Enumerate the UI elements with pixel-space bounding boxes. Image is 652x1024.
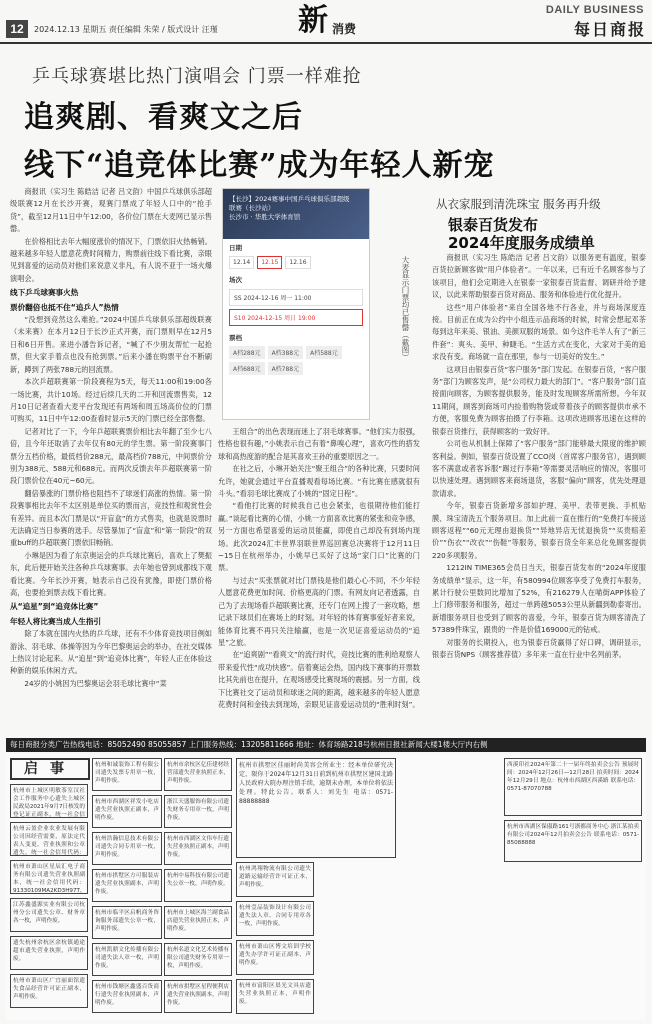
- date-option[interactable]: 12.14: [229, 256, 254, 269]
- tier-option[interactable]: A档588元: [306, 346, 342, 359]
- classified-notice: 江苏鑫盛源实业有限公司杭州分公司遗失公章、财务章各一枚，声明作废。: [10, 898, 88, 932]
- classified-notice: 杭州市西湖区祥发小吃店遗失营业执照正副本，声明作废。: [92, 795, 162, 828]
- classified-notice: 遗失杭州余杭区余杭镇通途超市遗失营业执照，声明作废。: [10, 936, 88, 970]
- paragraph: 在价格相比去年大幅度涨价的情况下，门票依旧火热畅销。越来越多年轻人愿意花费时间精力，购票前往线下看比赛，亲眼见到喜爱的运动员对他们来说意义非凡，有人说不亚于一场火爆演唱会。: [10, 236, 212, 283]
- main-headline-line1: 追爽剧、看爽文之后: [24, 100, 303, 135]
- paragraph: 本次乒超联赛第一阶段赛程为5天，每天11:00和19:00各一场比赛，共计10场。经过后续几天的二开和回流票售卖，12月10日记者查看大麦平台发现还有两场和周五场高价位的门票可购买，11日中午12:00查看时显示5天的门票已经全部售罄。: [10, 377, 212, 424]
- classified-notice: 杭州市萧山区博文培训学校遗失办学许可证正副本，声明作废。: [236, 940, 314, 975]
- paragraph: “看他打比赛的时候我自己也会紧张，也很期待他们能打赢。”谈起看比赛的心情，小姚一方面喜欢比赛的紧张和竞争感，另一方面也希望喜爱的运动员能赢，即使自己却没有到场内现场。此次2024汇丰世界羽联世界巡回赛总决赛将于12月11日~15日在杭州举办，小姚早已买好了这场“家门口”比赛的门票。: [218, 501, 420, 573]
- classifieds-area: [6, 754, 646, 1020]
- right-headline-line2: 2024年度服务成绩单: [448, 234, 595, 252]
- notice-section-title: 启事: [10, 758, 90, 780]
- paragraph: 1212IN TIME365会员日当天，银泰百货发布的“2024年度服务成绩单”显示，这一年，有580994位顾客享受了免费打车服务，累计行驶公里数同比增加了52%，有216279人在喵街APP体验了上门修带服务和服务，超过一单跨越5053公里从新疆到勒泰寄出。新增服务项目也受到了顾客的喜爱，今年，银泰百货为顾客清洗了57389件珠宝，跟贵的一件是价值169000元的钻戒。: [432, 563, 646, 635]
- right-headline-line1: 银泰百货发布: [448, 216, 539, 234]
- banner-title-2: 联赛（长沙站）: [229, 204, 275, 212]
- classified-notice: 杭州市临平区启帆商务咨询服务部遗失公章一枚，声明作废。: [92, 906, 162, 939]
- paragraph: 公司也从机制上保障了“客户服务”部门能够最大限度的维护顾客利益。例如，银泰百货设置了CCO岗（首席客户服务官），遇到顾客不满意或者客诉服“踢过行李箱”等需要灵活响应的情况，客服可以快速处理。遇到顾客来商场退货，客服“偏向”顾客，优先处理退款请求。: [432, 439, 646, 498]
- ticket-app-screenshot: [222, 188, 370, 420]
- session-option[interactable]: SS 2024-12-16 周一 11:00: [229, 289, 363, 306]
- paragraph: 商报讯（实习生 陈皓洁 记者 吕文韵）以服务更有温度，银泰百货拉新顾客做“用户体验者”。一年以来，已有近千名顾客参与了该项目，他们会定期进入在银泰一家银泰百货监督、调研并给予建议，以此来帮助银泰百货对商品、服务和体验进行优化提升。: [432, 253, 646, 300]
- tier-option[interactable]: A档288元: [229, 346, 265, 359]
- classified-notice: 杭州浩瀚信息技术有限公司遗失合同专用章一枚，声明作废。: [92, 832, 162, 865]
- classified-notice: 杭州市余杭区亿佳建材经营部遗失营业执照正本，声明作废。: [164, 758, 232, 791]
- classified-notice: 杭州和诚装饰工程有限公司遗失发票专用章一枚，声明作废。: [92, 758, 162, 791]
- paragraph: 翻倍暴涨的门票价格也阻挡不了球迷们高涨的热情。第一阶段赛事相比去年不太区别是单位买的票而言，竞技性和观赏性会有差异。而且本次门票是以“开盲盒”的方式售卖，也就是说票时无法确定当日参赛的选手。尽管暴加了“盲盒”和“第一阶段”的双重buff的乒超联赛门票依旧畅销。: [10, 488, 212, 548]
- paragraph: 今年，银泰百货新增多部如护理、美甲、表带更换、手机贴膜、珠宝清洗五个服务项目。加上此前一直在推行的“免费打车接送顾客返程”“60元无理由退换货”“异地异店无忧退换货”“买贵赔差价”“伤衣”“改衣”“伤鞋”等服务，银泰百货全年来总化免顾客提供220多项服务。: [432, 501, 646, 560]
- paragraph: “没想到竞然这么难抢。”2024中国乒乓球俱乐部超级联赛（未来赛）在本月12日于长沙正式开赛，而门票则早在12月5日和6日开售。来进小潘告诉记者，“喊了不少朋友帮忙一起抢票，但大家手着点也没有抢到票。”后来小潘在购票平台不断刷新，蹲到了两张788元的回流票。: [10, 315, 212, 374]
- notice-right-auction-2: 杭州市西湖区保俶路161号浙都商务中心 浙江某拍卖有限公司2024年12月拍卖会公告 联系电话：0571-85088888: [504, 820, 642, 862]
- paragraph: 在社之后，小琳开始关注“聚王组合”的各种比赛，只要时间允许，她就会通过平台直播观看每场比赛。“有比赛在感就很有斗头。”看羽毛球比赛成了小姚的“固定日程”。: [218, 464, 420, 499]
- notice-right-auction: 西溪印社2024年第二十一届年终拍卖会公告 预展时间：2024年12月26日—12月28日 拍卖时间：2024年12月29日 地点：杭州市西湖区西溪路 联系电话：0571-87070788: [504, 758, 642, 816]
- classified-notice: 杭州市上城区明敏茶室汉社会工作服务中心遗失上城区民政局2021年9月7日核发的登记证正副本，统一社会信: [10, 784, 88, 818]
- paragraph: 除了本就在国内火热的乒乓球，还有不少体育竞技项目例如游泳、羽毛球、体操等因为今年巴黎奥运会的举办，在社交媒体上热议讨论起来。从“追星”到“追竞体比赛”，年轻人正在体验这种新的娱乐休闲方式。: [10, 629, 212, 676]
- paper-name-en: DAILY BUSINESS: [545, 4, 644, 16]
- date-label: 日期: [229, 244, 242, 252]
- classified-notice: 杭州市钱塘区鑫盛百货商行遗失营业执照副本，声明作废。: [92, 980, 162, 1013]
- tier-option[interactable]: A档788元: [268, 362, 304, 375]
- page-number: 12: [6, 20, 28, 38]
- date-option-selected[interactable]: 12.15: [257, 256, 282, 269]
- subheading: 票价翻倍也抵不住“追乒人”热情: [10, 302, 119, 312]
- classified-notice: 杭州市西湖区文伟车行遗失营业执照正副本，声明作废。: [164, 832, 232, 865]
- section-logo: 新: [298, 3, 328, 38]
- paragraph: 这项目由银泰百货“客户服务”部门发起。在银泰百货，“客户服务”部门为顾客发声，是“公司权力最大的部门”。“客户服务”部门直接面向顾客，为顾客提供服务，能及时发现顾客所需所想。今年双11期间，顾客到商场可内捡着购物袋或带着孩子的顾客提供市承不方便，客服免费为顾客拍摄了行李箱。这项改进顾客迅速在这样的银泰百货推行，获得顾客的一致好评。: [432, 364, 646, 436]
- paragraph: 与过去“买张票就对比门票钱是他们最心心不同，不少年轻人愿意花费更加时间、价格更高的门票。有网友向记者透露，自己为了去现场看乒超联赛比赛，还专门在网上搜了一套攻略，想记录下球员们在赛场上的时刻。对年轻的体育赛事爱好者来说，能体育比赛不再只关注输赢，也是一次见证喜爱运动员的“追星”之旅。: [218, 575, 420, 647]
- paragraph: 这些“用户体验者”来自全国各地不行各业，并与商场深度连接。目前正在成为公约中小组连示品商场的时候，时常会想起邓茶每到这年来美、银油、美颜双服的场景。如今这件毛羊人有了“新三件套”：爽头、美甲、种睫毛。“生活方式在变化，大家对于美的追求没有变。商场就一直在那里，参与一切美好的发生。”: [432, 302, 646, 362]
- paragraph: 记者对比了一下，今年乒超联赛票价相比去年翻了至少七八倍，且今年还取消了去年仅有80元的学生票。第一阶段赛事门票分五档价格，最低档价288元，最高档价788元，中间票价分别为388元、588元和688元。而两次反馈去年乒超联赛第一阶段门票价位在40元~60元。: [10, 426, 212, 486]
- main-headline-line2: 线下“追竞体比赛”成为年轻人新宠: [24, 148, 495, 183]
- classified-notice: 杭州市拱墅区方可服装店遗失营业执照副本，声明作废。: [92, 869, 162, 902]
- date-options: [223, 254, 369, 271]
- classified-notice: 杭州市萧山区广宜丽面馆遗失食品经营许可证正副本，声明作废。: [10, 974, 88, 1008]
- app-banner: [223, 189, 369, 239]
- right-article-body: [432, 252, 646, 732]
- notice-center: 杭州市拱墅区佳丽时尚美容会所业主：经本单位研究决定，限你于2024年12月31日前到杭州市拱墅区建国北路人民政府大院办理注销手续，逾期未办理，本单位将依法处理。特此公告。联系人：刘先生 电话：0571-88888888: [236, 758, 396, 858]
- tier-options: [223, 344, 369, 377]
- paragraph: 小琳是因为看了东京奥运会的乒乓球比赛后，喜欢上了樊振东，此后便开始关注各种乒乓球赛事。去年她也曾到成都线下观看比赛。今年长沙开赛，她表示自己没有犹豫，即使门票价格高，也要抢到票去线下看比赛。: [10, 550, 212, 597]
- paper-name-cn: 每日商报: [573, 20, 646, 39]
- paragraph: 24岁的小姚因为巴黎奥运会羽毛球比赛中“菜: [24, 678, 167, 688]
- classified-notice: 杭州市上城区海兰副食品店遗失营业执照正本，声明作废。: [164, 906, 232, 939]
- section-subtitle: 消费: [332, 22, 357, 36]
- classified-notice: 杭州市富阳区晨光文具店遗失营业执照正本，声明作废。: [236, 979, 314, 1014]
- main-article-column-1: [10, 186, 212, 732]
- photo-caption: 大麦显示门票均已售罄（截图）: [401, 256, 410, 361]
- classified-notice: 杭州云盈企业农业发展有限公司因经营需要，原法定代表人变更，营业执照和公章遗失，统一社会信用代码：: [10, 822, 88, 856]
- classified-notice: 杭州中易科技有限公司遗失公章一枚，声明作废。: [164, 869, 232, 902]
- banner-title-1: 【长沙】2024赛事中国乒乓球俱乐部超级: [229, 195, 350, 203]
- classified-notice: 杭州市拱墅区星程便利店遗失营业执照副本，声明作废。: [164, 980, 232, 1013]
- right-kicker: 从衣家服到清洗珠宝 服务再升级: [436, 197, 601, 211]
- tier-label: 票档: [229, 334, 242, 342]
- paragraph: 对服务的长期投入，也为银泰百货赢得了好口碑，调研显示，银泰百货NPS（顾客推荐值）多年来一直在行业中名列前茅。: [432, 637, 646, 659]
- date-editor-info: 2024.12.13 星期五 责任编辑 朱荣 / 版式设计 汪瑾: [34, 25, 218, 34]
- main-kicker: 乒乓球赛堪比热门演唱会 门票一样难抢: [32, 66, 362, 87]
- classifieds-hotline-bar: 每日商报分类广告热线电话：85052490 85055857 上门服务热线：13205811666 地址：体育场路218号杭州日报社新闻大楼1楼大厅内右侧: [6, 738, 646, 752]
- page-header: [0, 0, 652, 44]
- classified-notice: 浙江天盛服饰有限公司遗失财务专用章一枚，声明作废。: [164, 795, 232, 828]
- tier-option[interactable]: A档688元: [229, 362, 265, 375]
- session-option-selected[interactable]: S10 2024-12-15 周日 19:00: [229, 309, 363, 326]
- main-article-column-2: [218, 426, 420, 732]
- date-option[interactable]: 12.16: [285, 256, 310, 269]
- classified-notice: 杭州名道文化艺术传播有限公司遗失财务专用章一枚，声明作废。: [164, 943, 232, 976]
- classified-notice: 杭州鸿翔物流有限公司遗失道路运输经营许可证正本，声明作废。: [236, 862, 314, 897]
- classified-notice: 杭州凯鼎文化传播有限公司遗失法人章一枚，声明作废。: [92, 943, 162, 976]
- paragraph: 在“追爽剧”“看爽文”的流行时代，竞技比赛的胜利给观察人带来爱代性“成功快感”。倍着赛运会热，国内线下赛事的开票数比其先前也在提升，在观场感受比赛现场的震撼。另一方面，线下比赛社交了运动员和球迷之间的距离，越来越多的年轻人愿意花费时间和金钱去到现场，亲眼见证喜爱运动员的“胜利时刻”。: [218, 650, 420, 709]
- paragraph: 商报讯（实习生 陈皓洁 记者 吕文韵）中国乒乓球俱乐部超级联赛12月在长沙开赛，观赛门票成了年轻人口中的“抢手货”，截至12月11日中午12:00，各价位门票在大麦网已显示售罄。: [10, 187, 212, 234]
- paragraph: 王组合”的出色表现而迷上了羽毛球赛事。“他们实力很强，性格也很有趣，”小姚表示自己有着“鼻嗅心理”，喜欢巧性的搭发球和高热度游的配合是其喜欢王孙的重要原因之一。: [218, 427, 420, 461]
- classified-notice: 杭州壹品装饰设计有限公司遗失法人章、合同专用章各一枚，声明作废。: [236, 901, 314, 936]
- banner-venue: 长沙市 · 华胜大学体育馆: [229, 213, 301, 221]
- tier-option[interactable]: A档388元: [268, 346, 304, 359]
- subheading: 从“追星”到“追竞体比赛”: [10, 602, 99, 612]
- classified-notice: 杭州市萧山区星辰汇电子商务有限公司遗失营业执照副本，统一社会信用代码：91330109MA2KD3H97T，: [10, 860, 88, 894]
- session-label: 场次: [229, 276, 242, 284]
- subheading: 年轻人将比赛当成人生指引: [10, 616, 102, 626]
- subheading: 线下乒乓球赛事火热: [10, 288, 79, 298]
